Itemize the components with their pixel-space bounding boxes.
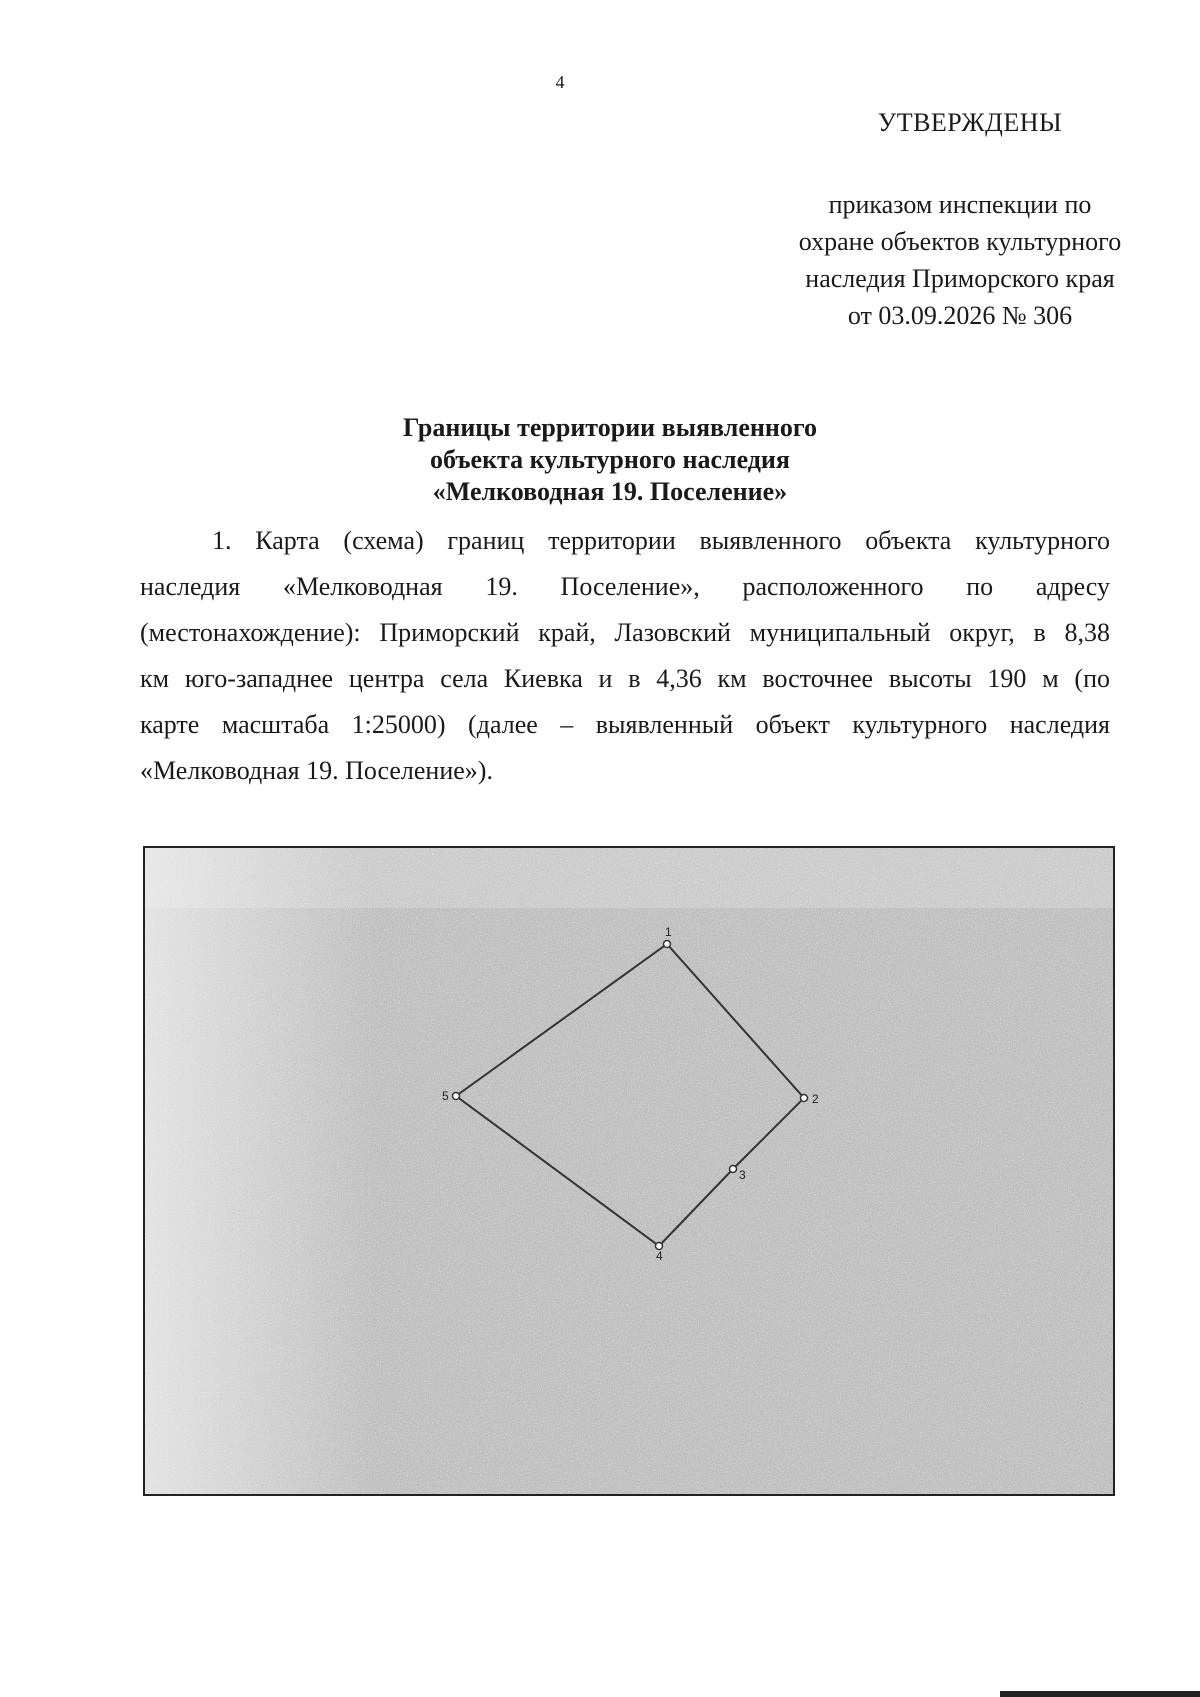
vertex-4-label: 4 (656, 1249, 663, 1263)
approval-line-4: от 03.09.2026 № 306 (847, 301, 1073, 330)
vertex-5-label: 5 (442, 1089, 449, 1103)
vertex-2-label: 2 (812, 1092, 819, 1106)
scan-edge-mark (1000, 1691, 1200, 1697)
description-paragraph (140, 518, 1110, 794)
boundary-map (143, 846, 1115, 1496)
vertex-5-marker (453, 1093, 460, 1100)
approval-line-2: охране объектов культурного (798, 227, 1122, 256)
approval-line-1: приказом инспекции по (828, 190, 1092, 219)
vertex-1-marker (664, 941, 671, 948)
paragraph-line-4: км юго-западнее центра села Киевка и в 4,36 км восточнее высоты 190 м (по (140, 664, 1110, 693)
document-title (300, 412, 920, 508)
paragraph-line-5: карте масштаба 1:25000) (далее – выявленный объект культурного наследия (140, 710, 1110, 739)
paragraph-line-2: наследия «Мелководная 19. Поселение», расположенного по адресу (140, 572, 1110, 601)
paragraph-line-1: 1. Карта (схема) границ территории выявленного объекта культурного (212, 526, 1110, 555)
title-line-1: Границы территории выявленного (402, 413, 818, 442)
scan-texture (145, 848, 1113, 1494)
paragraph-line-6: «Мелководная 19. Поселение»). (140, 756, 493, 785)
page-number: 4 (555, 72, 565, 92)
approval-heading: УТВЕРЖДЕНЫ (877, 108, 1063, 137)
vertex-1-label: 1 (665, 925, 672, 939)
approval-line-3: наследия Приморского края (805, 264, 1115, 293)
title-line-3: «Мелководная 19. Поселение» (432, 477, 788, 506)
boundary-map-svg (145, 848, 1113, 1494)
vertex-3-label: 3 (739, 1168, 746, 1182)
vertex-2-marker (801, 1095, 808, 1102)
title-line-2: объекта культурного наследия (430, 445, 790, 474)
paragraph-line-3: (местонахождение): Приморский край, Лазовский муниципальный округ, в 8,38 (140, 618, 1110, 647)
vertex-3-marker (730, 1166, 737, 1173)
